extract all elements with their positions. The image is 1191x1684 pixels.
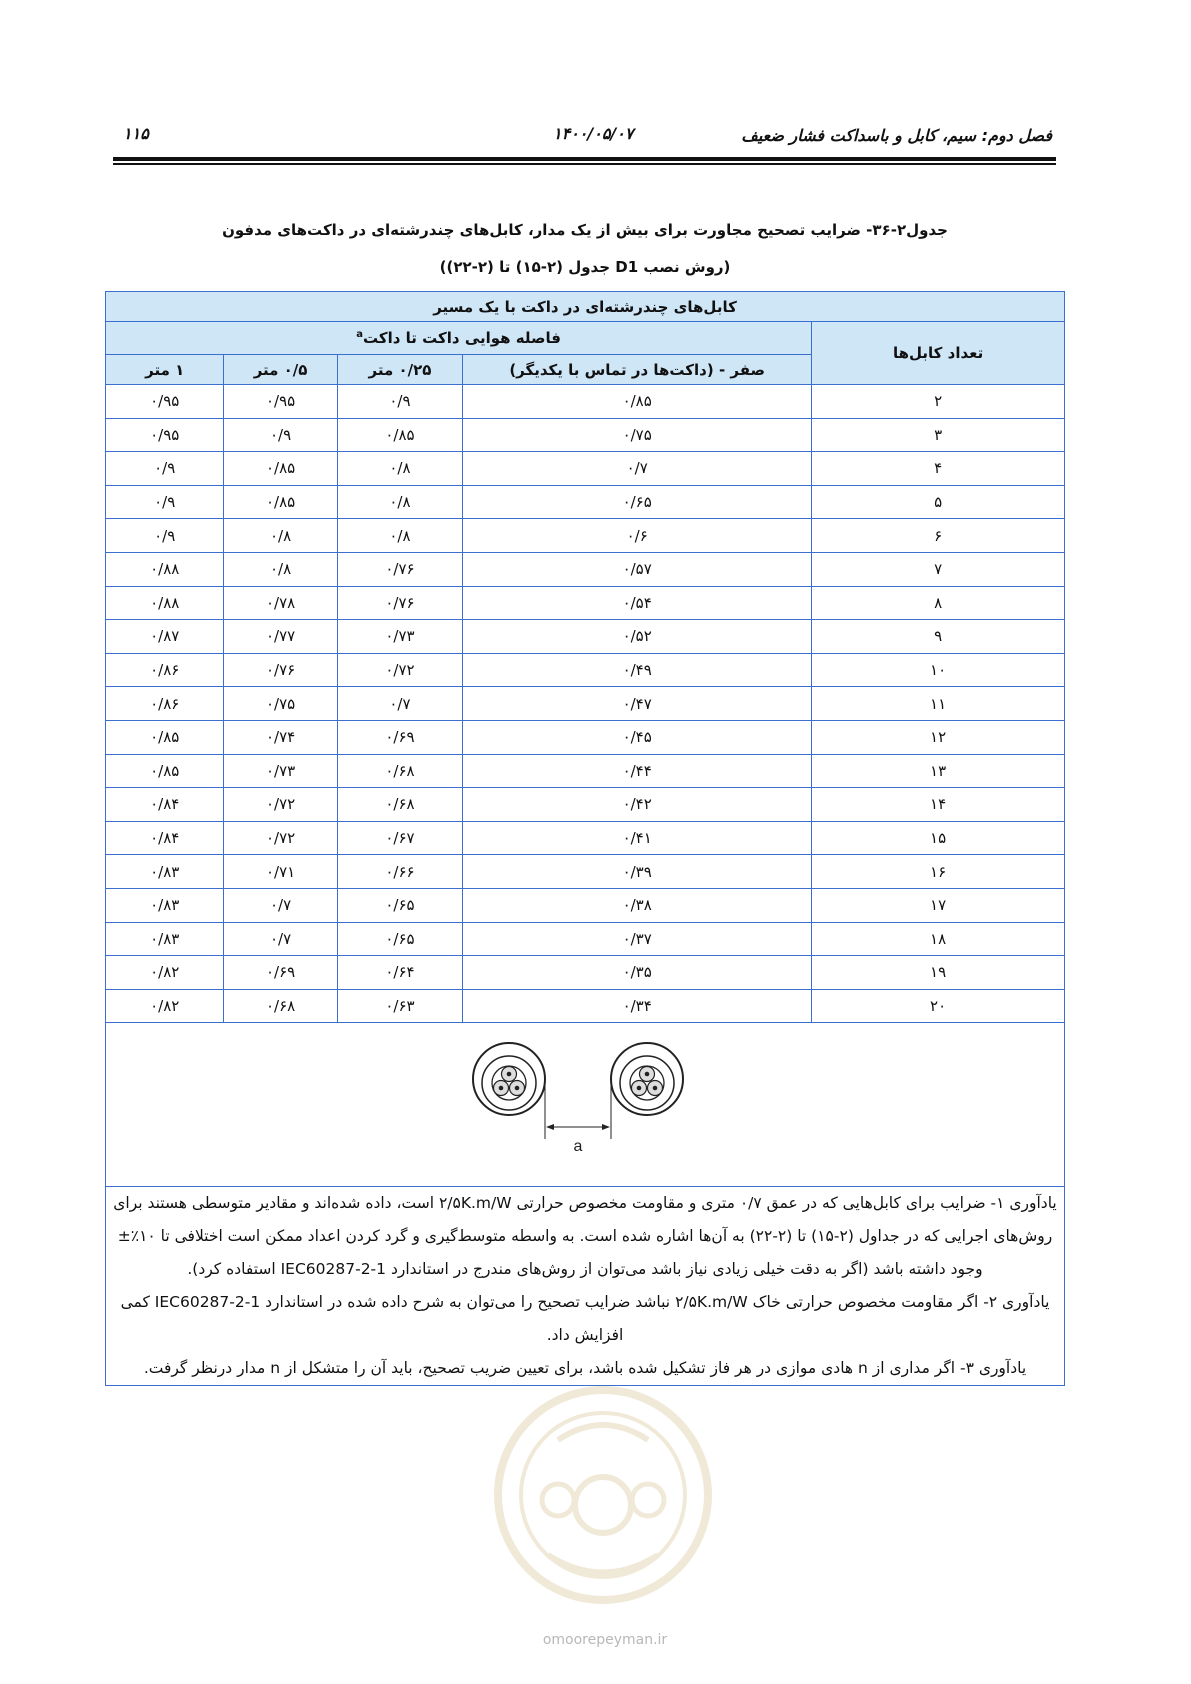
factor-cell: ۰/۷۳: [224, 754, 337, 788]
header-rule-thin: [113, 163, 1056, 165]
factor-cell: ۰/۹: [106, 519, 224, 553]
factor-cell: ۰/۳۸: [463, 888, 812, 922]
factor-cell: ۰/۸: [224, 519, 337, 553]
factor-cell: ۰/۸۴: [106, 788, 224, 822]
count-cell: ۹: [812, 620, 1065, 654]
factor-cell: ۰/۹: [337, 385, 462, 419]
watermark-url: omoorepeyman.ir: [542, 1632, 668, 1648]
note-2-text: یادآوری ۲- اگر مقاومت مخصوص حرارتی خاک: [752, 1293, 1050, 1312]
factor-cell: ۰/۸۳: [106, 922, 224, 956]
header-date: ۱۴۰۰/۰۵/۰۷: [553, 124, 634, 143]
count-cell: ۸: [812, 586, 1065, 620]
count-cell: ۱۵: [812, 821, 1065, 855]
group-header: کابل‌های چندرشته‌ای در داکت با یک مسیر: [106, 292, 1065, 322]
dimension-label: a: [573, 1138, 583, 1156]
factor-cell: ۰/۸۷: [106, 620, 224, 654]
factor-cell: ۰/۷۲: [224, 788, 337, 822]
factor-cell: ۰/۸: [224, 552, 337, 586]
factor-cell: ۰/۷: [224, 888, 337, 922]
note-2-unit: ۲/۵K.m/W: [675, 1293, 748, 1312]
factor-cell: ۰/۷: [463, 452, 812, 486]
column-header: ۰/۵ متر: [224, 355, 337, 385]
count-cell: ۱۲: [812, 720, 1065, 754]
note-1: [106, 1187, 1064, 1286]
count-cell: ۱۴: [812, 788, 1065, 822]
spacing-header-label: فاصله هوایی داکت تا داکت: [363, 329, 561, 347]
factor-cell: ۰/۸۵: [106, 754, 224, 788]
factor-cell: ۰/۸۶: [106, 653, 224, 687]
factor-cell: ۰/۹: [106, 485, 224, 519]
count-cell: ۱۰: [812, 653, 1065, 687]
factor-cell: ۰/۶۵: [337, 922, 462, 956]
right-duct-icon: [611, 1043, 683, 1115]
count-cell: ۵: [812, 485, 1065, 519]
factor-cell: ۰/۳۴: [463, 989, 812, 1023]
correction-factor-table: [105, 291, 1065, 1386]
factor-cell: ۰/۶۳: [337, 989, 462, 1023]
table-title: جدول۲-۳۶- ضرایب تصحیح مجاورت برای بیش از یک مدار، کابل‌های چندرشته‌ای در داکت‌های مدفون: [222, 221, 948, 239]
note-2-text: نباشد ضرایب تصحیح را می‌توان به شرح داده شده در استاندارد: [265, 1293, 671, 1312]
factor-cell: ۰/۸۲: [106, 989, 224, 1023]
page-header: [113, 122, 1056, 148]
factor-cell: ۰/۷۷: [224, 620, 337, 654]
factor-cell: ۰/۵۷: [463, 552, 812, 586]
table-row: [106, 754, 1065, 788]
factor-cell: ۰/۴۹: [463, 653, 812, 687]
left-duct-icon: [473, 1043, 545, 1115]
factor-cell: ۰/۳۵: [463, 956, 812, 990]
table-row: [106, 452, 1065, 486]
note-2-text: کمی افزایش داد.: [120, 1293, 624, 1345]
table-row: [106, 552, 1065, 586]
note-1-text: استفاده کرد).: [187, 1260, 276, 1279]
chapter-title: فصل دوم: سیم، کابل و باسداکت فشار ضعیف: [741, 126, 1052, 145]
count-cell: ۶: [812, 519, 1065, 553]
factor-cell: ۰/۷۸: [224, 586, 337, 620]
factor-cell: ۰/۸۳: [106, 855, 224, 889]
table-row: [106, 922, 1065, 956]
factor-cell: ۰/۹: [224, 418, 337, 452]
note-2-standard: IEC60287-2-1: [154, 1293, 261, 1312]
factor-cell: ۰/۶۴: [337, 956, 462, 990]
count-cell: ۱۱: [812, 687, 1065, 721]
table-row: [106, 788, 1065, 822]
header-rule-thick: [113, 157, 1056, 161]
factor-cell: ۰/۳۹: [463, 855, 812, 889]
count-cell: ۱۳: [812, 754, 1065, 788]
count-cell: ۲: [812, 385, 1065, 419]
factor-cell: ۰/۴۱: [463, 821, 812, 855]
count-cell: ۱۶: [812, 855, 1065, 889]
factor-cell: ۰/۶۵: [337, 888, 462, 922]
note-1-unit: ۲/۵K.m/W: [438, 1194, 512, 1213]
note-3: یادآوری ۳- اگر مداری از n هادی موازی در هر فاز تشکیل شده باشد، برای تعیین ضریب تصحیح، باید آن را متشکل از n مدار درنظر گرفت.: [143, 1359, 1027, 1378]
factor-cell: ۰/۸: [337, 485, 462, 519]
factor-cell: ۰/۷۱: [224, 855, 337, 889]
factor-cell: ۰/۷۲: [224, 821, 337, 855]
factor-cell: ۰/۳۷: [463, 922, 812, 956]
notes-cell: [106, 1187, 1065, 1386]
factor-cell: ۰/۷۶: [224, 653, 337, 687]
table-subtitle: (روش نصب D1 جدول (۲-۱۵) تا (۲-۲۲)): [439, 258, 731, 276]
factor-cell: ۰/۸۵: [463, 385, 812, 419]
factor-cell: ۰/۶۹: [224, 956, 337, 990]
factor-cell: ۰/۸۵: [337, 418, 462, 452]
note-1-text: است، داده شده‌اند و مقادیر متوسطی هستند برای روش‌های اجرایی که در جداول (۲-۱۵) تا (۲-۲۲) به آن‌ها اشاره شده است. به واسطه متوسط‌گیری و گرد کردن اعداد ممکن است اختلافی تا ۱۰٪± وجود داشته باشد (اگر به دقت خیلی زیادی نیاز باشد می‌توان از روش‌های مندرج در استاندارد: [113, 1194, 1053, 1279]
figure-cell: [106, 1023, 1065, 1187]
factor-cell: ۰/۸۳: [106, 888, 224, 922]
factor-cell: ۰/۸۵: [106, 720, 224, 754]
factor-cell: ۰/۷۴: [224, 720, 337, 754]
count-cell: ۳: [812, 418, 1065, 452]
factor-cell: ۰/۷۵: [224, 687, 337, 721]
watermark-seal-icon: [488, 1380, 718, 1610]
factor-cell: ۰/۶۶: [337, 855, 462, 889]
spacing-header: [106, 322, 812, 355]
column-header: صفر - (داکت‌ها در تماس با یکدیگر): [463, 355, 812, 385]
factor-cell: ۰/۸۵: [224, 452, 337, 486]
table-row: [106, 888, 1065, 922]
factor-cell: ۰/۸: [337, 519, 462, 553]
factor-cell: ۰/۷۲: [337, 653, 462, 687]
table-row: [106, 485, 1065, 519]
factor-cell: ۰/۶۸: [337, 788, 462, 822]
table-row: [106, 687, 1065, 721]
factor-cell: ۰/۷۶: [337, 552, 462, 586]
factor-cell: ۰/۹: [106, 452, 224, 486]
spacing-footnote-mark: a: [356, 329, 363, 340]
table-row: [106, 989, 1065, 1023]
table-row: [106, 586, 1065, 620]
count-cell: ۱۷: [812, 888, 1065, 922]
factor-cell: ۰/۴۷: [463, 687, 812, 721]
count-cell: ۱۸: [812, 922, 1065, 956]
factor-cell: ۰/۶۷: [337, 821, 462, 855]
table-row: [106, 620, 1065, 654]
table-row: [106, 821, 1065, 855]
table-row: [106, 720, 1065, 754]
factor-cell: ۰/۴۵: [463, 720, 812, 754]
factor-cell: ۰/۵۲: [463, 620, 812, 654]
factor-cell: ۰/۸۸: [106, 586, 224, 620]
table-row: [106, 855, 1065, 889]
factor-cell: ۰/۶۵: [463, 485, 812, 519]
factor-cell: ۰/۵۴: [463, 586, 812, 620]
factor-cell: ۰/۷۳: [337, 620, 462, 654]
factor-cell: ۰/۶۸: [224, 989, 337, 1023]
factor-cell: ۰/۶: [463, 519, 812, 553]
count-cell: ۲۰: [812, 989, 1065, 1023]
factor-cell: ۰/۷: [224, 922, 337, 956]
note-1-text: یادآوری ۱- ضرایب برای کابل‌هایی که در عمق ۰/۷ متری و مقاومت مخصوص حرارتی: [516, 1194, 1057, 1213]
table-row: [106, 956, 1065, 990]
factor-cell: ۰/۸: [337, 452, 462, 486]
count-header: تعداد کابل‌ها: [812, 322, 1065, 385]
count-cell: ۱۹: [812, 956, 1065, 990]
factor-cell: ۰/۸۲: [106, 956, 224, 990]
table-body: [106, 385, 1065, 1023]
factor-cell: ۰/۶۹: [337, 720, 462, 754]
factor-cell: ۰/۴۴: [463, 754, 812, 788]
note-1-standard: IEC60287-2-1: [280, 1260, 387, 1279]
factor-cell: ۰/۹۵: [224, 385, 337, 419]
note-2: [106, 1286, 1064, 1352]
duct-spacing-diagram: [472, 1039, 712, 1159]
count-cell: ۴: [812, 452, 1065, 486]
column-header: ۰/۲۵ متر: [337, 355, 462, 385]
factor-cell: ۰/۴۲: [463, 788, 812, 822]
table-row: [106, 519, 1065, 553]
table-row: [106, 418, 1065, 452]
factor-cell: ۰/۶۸: [337, 754, 462, 788]
factor-cell: ۰/۷۵: [463, 418, 812, 452]
count-cell: ۷: [812, 552, 1065, 586]
factor-cell: ۰/۸۴: [106, 821, 224, 855]
factor-cell: ۰/۸۶: [106, 687, 224, 721]
factor-cell: ۰/۸۸: [106, 552, 224, 586]
table-row: [106, 385, 1065, 419]
table-row: [106, 653, 1065, 687]
factor-cell: ۰/۹۵: [106, 418, 224, 452]
factor-cell: ۰/۷: [337, 687, 462, 721]
factor-cell: ۰/۷۶: [337, 586, 462, 620]
page-number: ۱۱۵: [123, 124, 149, 143]
factor-cell: ۰/۸۵: [224, 485, 337, 519]
column-header: ۱ متر: [106, 355, 224, 385]
factor-cell: ۰/۹۵: [106, 385, 224, 419]
